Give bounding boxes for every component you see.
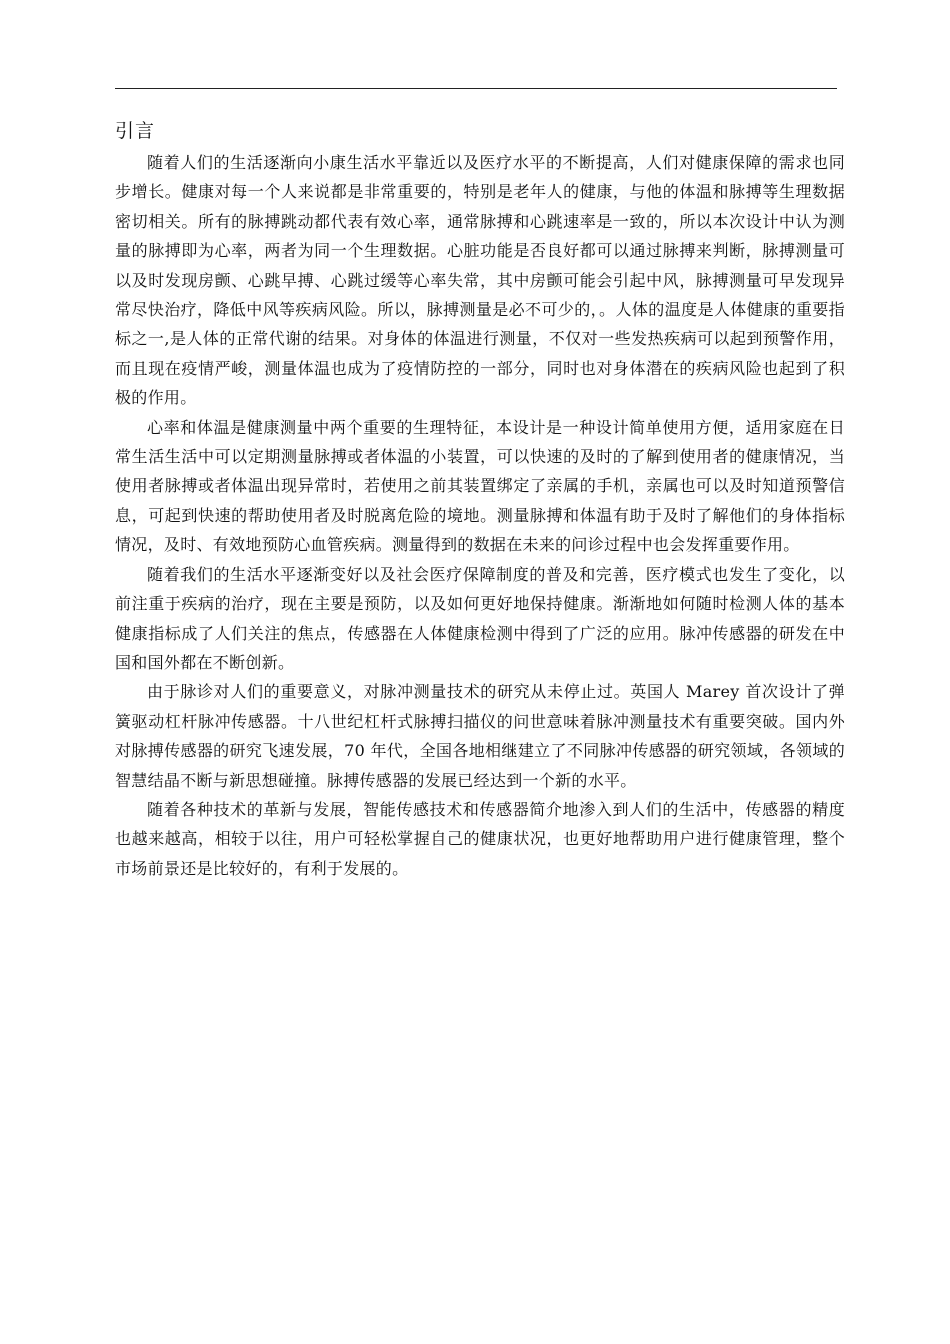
header-rule [115,88,837,89]
paragraph-2: 心率和体温是健康测量中两个重要的生理特征，本设计是一种设计简单使用方便，适用家庭在日常生活生活中可以定期测量脉搏或者体温的小装置，可以快速的及时的了解到使用者的健康情况，当使用者脉搏或者体温出现异常时，若使用之前其装置绑定了亲属的手机，亲属也可以及时知道预警信息，可起到快速的帮助使用者及时脱离危险的境地。测量脉搏和体温有助于及时了解他们的身体指标情况，及时、有效地预防心血管疾病。测量得到的数据在未来的问诊过程中也会发挥重要作用。 [115,417,845,555]
paragraph-5: 随着各种技术的革新与发展，智能传感技术和传感器简介地渗入到人们的生活中，传感器的精度也越来越高，相较于以往，用户可轻松掌握自己的健康状况，也更好地帮助用户进行健康管理，整个市场前景还是比较好的，有利于发展的。 [115,799,845,878]
paragraph-4: 由于脉诊对人们的重要意义，对脉冲测量技术的研究从未停止过。英国人 Marey 首次设计了弹簧驱动杠杆脉冲传感器。十八世纪杠杆式脉搏扫描仪的问世意味着脉冲测量技术有重要突破。国内外对脉搏传感器的研究飞速发展，70 年代，全国各地相继建立了不同脉冲传感器的研究领域，各领域的智慧结晶不断与新思想碰撞。脉搏传感器的发展已经达到一个新的水平。 [115,682,845,790]
paragraph-1: 随着人们的生活逐渐向小康生活水平靠近以及医疗水平的不断提高，人们对健康保障的需求也同步增长。健康对每一个人来说都是非常重要的，特别是老年人的健康，与他的体温和脉搏等生理数据密切相关。所有的脉搏跳动都代表有效心率，通常脉搏和心跳速率是一致的，所以本次设计中认为测量的脉搏即为心率，两者为同一个生理数据。心脏功能是否良好都可以通过脉搏来判断，脉搏测量可以及时发现房颤、心跳早搏、心跳过缓等心率失常，其中房颤可能会引起中风，脉搏测量可早发现异常尽快治疗，降低中风等疾病风险。所以，脉搏测量是必不可少的，。人体的温度是人体健康的重要指标之一,是人体的正常代谢的结果。对身体的体温进行测量，不仅对一些发热疾病可以起到预警作用，而且现在疫情严峻，测量体温也成为了疫情防控的一部分，同时也对身体潜在的疾病风险也起到了积极的作用。 [115,153,845,408]
paragraph-3: 随着我们的生活水平逐渐变好以及社会医疗保障制度的普及和完善，医疗模式也发生了变化，以前注重于疾病的治疗，现在主要是预防，以及如何更好地保持健康。渐渐地如何随时检测人体的基本健康指标成了人们关注的焦点，传感器在人体健康检测中得到了广泛的应用。脉冲传感器的研发在中国和国外都在不断创新。 [115,564,845,672]
section-title: 引言 [115,120,156,142]
document-body [115,116,845,883]
